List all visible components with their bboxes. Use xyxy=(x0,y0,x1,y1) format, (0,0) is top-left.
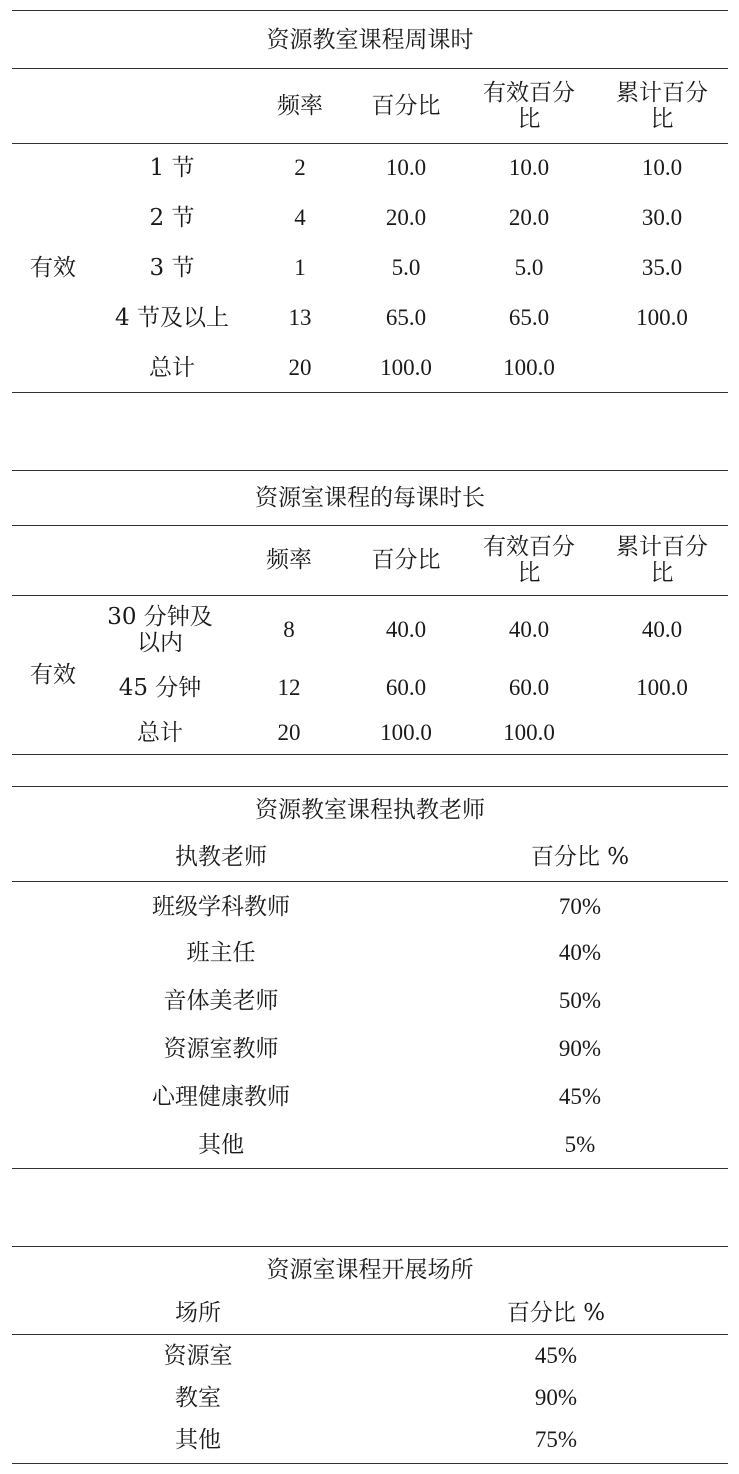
table-title: 资源室课程开展场所 xyxy=(266,1256,474,1283)
row-label: 班级学科教师 xyxy=(152,893,290,920)
cell-frequency: 12 xyxy=(277,674,301,700)
cell-valid-percent: 65.0 xyxy=(508,304,550,330)
header-percent: 百分比 xyxy=(371,92,441,119)
table-title: 资源教室课程周课时 xyxy=(266,26,474,53)
cell-percent: 65.0 xyxy=(385,304,427,330)
group-label: 有效 xyxy=(30,254,76,281)
cell-percent: 40% xyxy=(558,939,602,965)
cell-percent: 20.0 xyxy=(385,204,427,230)
table-top-rule xyxy=(12,470,728,471)
header-cumulative-percent: 累计百分比 xyxy=(616,534,708,586)
header-top-rule xyxy=(12,525,728,526)
table-top-rule xyxy=(12,1246,728,1247)
cell-percent: 40.0 xyxy=(385,616,427,642)
cell-cumulative-percent: 30.0 xyxy=(641,204,683,230)
row-label: 45 分钟 xyxy=(118,674,202,701)
cell-percent: 90% xyxy=(558,1035,602,1061)
cell-frequency: 8 xyxy=(283,616,295,642)
row-label: 总计 xyxy=(137,719,183,746)
header-bottom-rule xyxy=(12,143,728,144)
cell-percent: 100.0 xyxy=(380,354,432,380)
cell-frequency: 13 xyxy=(288,304,312,330)
header-percent: 百分比 xyxy=(371,546,441,573)
row-label: 班主任 xyxy=(186,939,256,966)
cell-cumulative-percent: 35.0 xyxy=(641,254,683,280)
cell-valid-percent: 10.0 xyxy=(508,154,550,180)
cell-frequency: 1 xyxy=(294,254,306,280)
header-bottom-rule xyxy=(12,595,728,596)
cell-frequency: 4 xyxy=(294,204,306,230)
cell-cumulative-percent: 10.0 xyxy=(641,154,683,180)
cell-percent: 70% xyxy=(558,893,602,919)
table-top-rule xyxy=(12,10,728,11)
cell-percent: 50% xyxy=(558,987,602,1013)
header-cumulative-percent: 累计百分比 xyxy=(616,80,708,132)
row-label: 其他 xyxy=(198,1131,244,1158)
cell-percent: 60.0 xyxy=(385,674,427,700)
header-venue: 场所 xyxy=(175,1299,221,1326)
cell-frequency: 20 xyxy=(288,354,312,380)
header-frequency: 频率 xyxy=(266,546,312,573)
row-label: 其他 xyxy=(175,1426,221,1453)
row-label: 资源室 xyxy=(163,1342,233,1369)
header-percent: 百分比 % xyxy=(530,843,630,870)
cell-percent: 45% xyxy=(534,1342,578,1368)
row-label: 2 节 xyxy=(149,204,195,231)
cell-percent: 75% xyxy=(534,1426,578,1452)
cell-frequency: 20 xyxy=(277,719,301,745)
table-bottom-rule xyxy=(12,1168,728,1169)
cell-valid-percent: 40.0 xyxy=(508,616,550,642)
cell-cumulative-percent: 100.0 xyxy=(636,674,688,700)
row-label: 音体美老师 xyxy=(163,987,279,1014)
cell-valid-percent: 100.0 xyxy=(503,719,555,745)
header-bottom-rule xyxy=(12,1334,728,1335)
header-teacher: 执教老师 xyxy=(175,843,267,870)
cell-valid-percent: 20.0 xyxy=(508,204,550,230)
row-label: 3 节 xyxy=(149,254,195,281)
cell-percent: 100.0 xyxy=(380,719,432,745)
cell-percent: 45% xyxy=(558,1083,602,1109)
header-frequency: 频率 xyxy=(277,92,323,119)
row-label: 教室 xyxy=(175,1384,221,1411)
row-label: 1 节 xyxy=(149,154,195,181)
cell-percent: 90% xyxy=(534,1384,578,1410)
table-bottom-rule xyxy=(12,1463,728,1464)
cell-percent: 10.0 xyxy=(385,154,427,180)
header-bottom-rule xyxy=(12,881,728,882)
table-bottom-rule xyxy=(12,392,728,393)
row-label: 4 节及以上 xyxy=(115,304,229,331)
table-bottom-rule xyxy=(12,754,728,755)
row-label: 心理健康教师 xyxy=(152,1083,290,1110)
table-title: 资源教室课程执教老师 xyxy=(255,796,485,823)
header-valid-percent: 有效百分比 xyxy=(483,80,575,132)
row-label: 总计 xyxy=(149,354,195,381)
table-title: 资源室课程的每课时长 xyxy=(255,484,485,511)
cell-valid-percent: 100.0 xyxy=(503,354,555,380)
cell-valid-percent: 5.0 xyxy=(514,254,544,280)
row-label: 资源室教师 xyxy=(163,1035,279,1062)
cell-cumulative-percent: 100.0 xyxy=(636,304,688,330)
row-label: 30 分钟及以内 xyxy=(107,604,213,656)
cell-percent: 5.0 xyxy=(391,254,421,280)
header-valid-percent: 有效百分比 xyxy=(483,534,575,586)
cell-percent: 5% xyxy=(564,1131,596,1157)
table-top-rule xyxy=(12,786,728,787)
cell-cumulative-percent: 40.0 xyxy=(641,616,683,642)
cell-valid-percent: 60.0 xyxy=(508,674,550,700)
header-percent: 百分比 % xyxy=(506,1299,606,1326)
group-label: 有效 xyxy=(30,661,76,688)
header-top-rule xyxy=(12,68,728,69)
cell-frequency: 2 xyxy=(294,154,306,180)
